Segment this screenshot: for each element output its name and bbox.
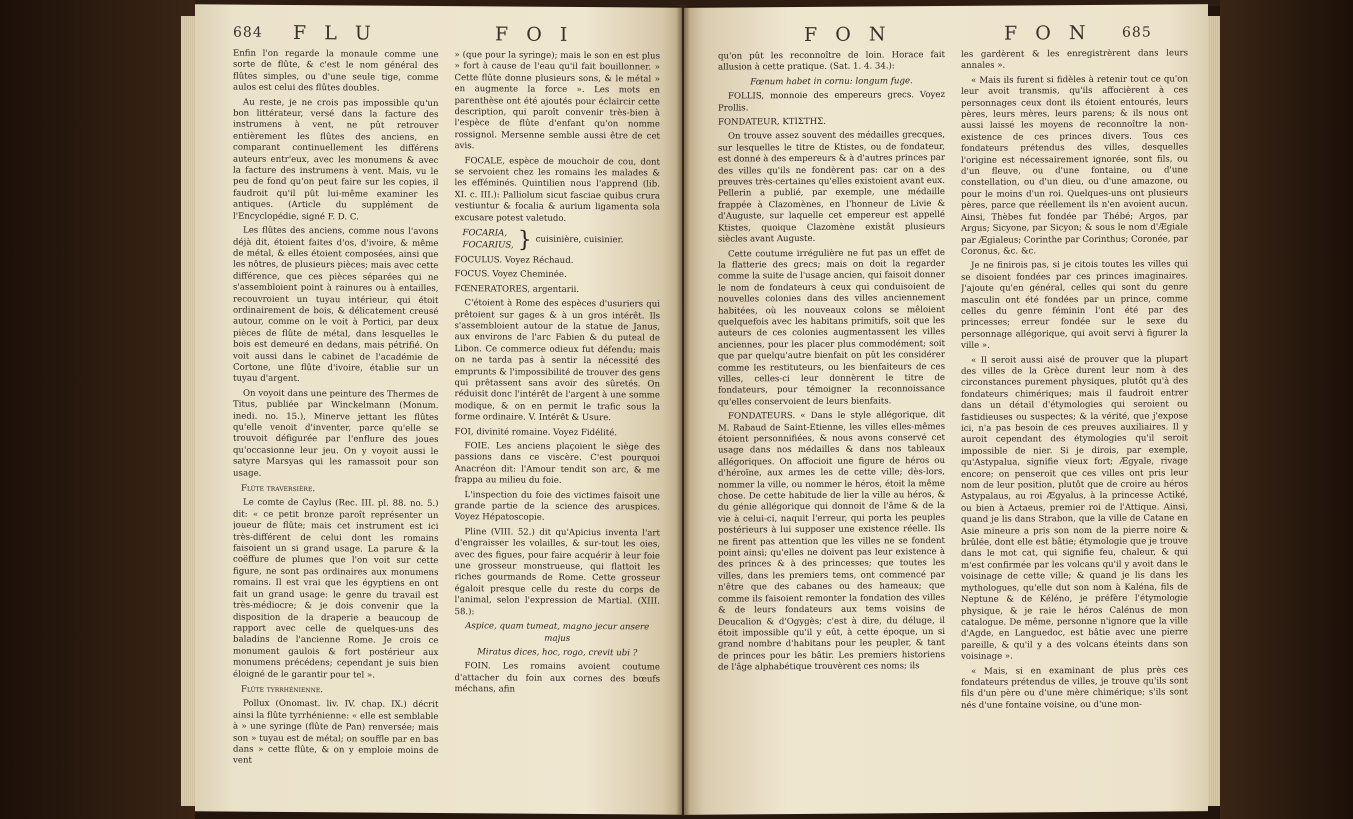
entry-paragraph: Je ne finirois pas, si je citois toutes les villes qui se disoient fondées par ces princes imaginaires. J'ajoute qu'en général, celles qui sont du genre masculin ont été fondées par un prince, comme celles du genre féminin l'ont été par des princesses; erreur fondée sur le sexe du personnage allégorique, qui avoit servi à figurer la ville ». xyxy=(961,259,1188,352)
book-gutter xyxy=(676,4,690,816)
right-column-1 xyxy=(718,50,945,812)
right-center-head: F O N xyxy=(804,23,892,46)
entry-paragraph: On voyoit dans une peinture des Thermes de Titus, publiée par Winckelmann (Monum. inedi. no. 15.), Minerve jettant les flûtes qu'elle venoit d'inventer, parce qu'elle se trouvoit défigurée par l'enflure des joues qu'occasionne leur jeu. On y voyoit aussi le satyre Marsyas qui les ramassoit pour son usage. xyxy=(233,388,439,479)
entry-paragraph: FOLLIS, monnoie des empereurs grecs. Voyez Prollis. xyxy=(718,90,945,114)
brace-term: FOCARIA, xyxy=(462,228,508,239)
entry-paragraph: Le comte de Caylus (Rec. III. pl. 88. no. 5.) dit: « ce petit bronze paroît représenter un joueur de flûte; mais cet instrument est ici très-différent de celui dont les romains faisoient un si grand usage. La parure & la coëffure de plumes que l'on voit sur cette figure, ne sont pas ordinaires aux monumens romains. Il est vrai que les égyptiens en ont fait un grand usage: le genre du travail est très-médiocre; & je dois convenir que la disposition de la draperie a beaucoup de rapport avec celle de quelques-uns des baladins de l'ancienne Rome. Je crois ce monument gaulois & fort postérieur aux monumens précédens; cependant je suis bien éloigné de le garantir pour tel ». xyxy=(233,498,439,681)
entry-paragraph: « Mais, si en examinant de plus près ces fondateurs prétendus de villes, je trouve qu'ils sont fils d'un père ou d'une mère chimérique; s'ils sont nés d'une fontaine voisine, ou d'une mon- xyxy=(961,664,1188,711)
brace-entry xyxy=(463,228,661,252)
right-page xyxy=(684,4,1208,815)
verse-quote: Fœnum habet in cornu: longum fuge. xyxy=(750,76,913,88)
right-running-head xyxy=(684,18,1208,52)
entry-paragraph: Pollux (Onomast. liv. IV. chap. IX.) décrit ainsi la flûte tyrrhénienne: « elle est semblable à » une syringe (flûte de Pan) renversée; mais son » tuyau est de métal; on souffle par en bas dans » cette flûte, & on y emploie moins de vent xyxy=(233,698,439,767)
entry-paragraph: » (que pour la syringe); mais le son en est plus » fort à cause de l'eau qu'il fait bouillonner. » Cette flûte donne plusieurs sons, & le métal » en augmente la force ». Les mots en parenthèse ont été ajoutés pour éclaircir cette description, qui paroît convenir très-bien à l'espèce de flûte d'enfant qu'on nomme rossignol. Mersenne semble aussi être de cet avis. xyxy=(454,50,660,152)
page-edges-right xyxy=(1206,16,1220,806)
entry-paragraph: C'étoient à Rome des espèces d'usuriers qui prêtoient sur gages & à un gros intérêt. Ils s'assembloient autour de la statue de Janus, aux environs de l'arc Fabien & du puteal de Libon. Ce commerce odieux fut défendu; mais on ne tarda pas à sentir la nécessité des emprunts & l'impossibilité de trouver des gens qui prêtassent sans avoir des sûretés. On réduisit donc l'intérêt de l'argent à une somme modique, & on en permit le trafic sous la forme ordinaire. V. Intérêt & Usure. xyxy=(454,298,660,424)
brace-meaning: cuisinière, cuisinier. xyxy=(535,234,624,246)
entry-paragraph: Les flûtes des anciens, comme nous l'avons déjà dit, étoient faites d'os, d'ivoire, & même de métal, & elles étoient composées, ainsi que les nôtres, de plusieurs pièces; mais avec cette différence, que ces pièces séparées qui ne s'assembloient point à rainures ou à entailles, recouvroient un tuyau intérieur, qui étoit ordinairement de bois, & délicatement creusé autour, comme on le voit à Portici, par deux pièces de flûte de métal, dans lesquelles le bois est demeuré en dedans, mais pétrifié. On voit aussi dans le cabinet de l'académie de Cortone, une flûte d'ivoire, établie sur un tuyau d'argent. xyxy=(233,225,439,385)
entry-paragraph: FONDATEURS. « Dans le style allégorique, dit M. Rabaud de Saint-Etienne, les villes elles-mêmes étoient personnifiées, & nous avons conservé cet usage dans nos médailles & dans nos tableaux allégoriques. On affocioit une figure de héros ou d'héroïne, aux armes les de cette ville; dès-lors, nommer la ville, ou nommer le héros, étoit la même chose. De cette habitude de lier la ville au héros, & du génie allégorique qui donnoit de l'âme & de la vie à celui-ci, naquit l'erreur, qui porta les peuples postérieurs à lui supposer une existence réelle. Ils ne firent pas attention que les villes ne se fondent point ainsi; qu'elles ne doivent pas leur existence à des princes & à des princesses; que toutes les villes, dans les premiers tems, ont commencé par n'être que des cabanes ou des hameaux; que comme ils faisoient remonter la fondation des villes & de leurs fondateurs aux tems voisins de Deucalion & d'Ogygès; c'est à dire, du déluge, il étoit impossible qu'il y eût, à cette époque, un si grand nombre d'habitans pour les peupler, & tant de princes pour les bâtir. Les premiers historiens de l'âge alphabétique trouvèrent ces noms; ils xyxy=(718,410,945,673)
entry-paragraph: Cette coutume irrégulière ne fut pas un effet de la flatterie des grecs; mais on doit la regarder comme la suite de l'usage ancien, qui faisoit donner le nom de fondateurs à ceux qui conduisoient de nouvelles colonies dans des villes anciennement habitées, où les nouveaux colons se mêloient quelquefois avec les habitans primitifs, soit que les auteurs de ces colonies augmentassent les villes anciennes, pour les placer plus commodément; soit que par quelqu'autre bienfait on pût les considérer comme les restituteurs, ou les bienfaiteurs de ces villes, celles-ci leur donnèrent le titre de fondateurs, pour témoigner la reconnoissance qu'elles conservoient de leurs bienfaits. xyxy=(718,247,945,408)
entry-paragraph: Enfin l'on regarde la monaule comme une sorte de flûte, & c'est le nom général des flûtes simples, ou d'une seule tige, comme aulos est celui des flûtes doubles. xyxy=(233,48,439,94)
left-page xyxy=(195,4,682,814)
left-page-number: 684 xyxy=(233,24,263,41)
background-left xyxy=(0,0,195,819)
entry-paragraph: les gardèrent & les enregistrèrent dans leurs annales ». xyxy=(961,48,1188,72)
entry-paragraph: FOIN. Les romains avoient coutume d'attacher du foin aux cornes des bœufs méchans, afin xyxy=(454,661,660,695)
right-head-word: F O N xyxy=(1004,21,1092,45)
entry-paragraph: FOCUS. Voyez Cheminée. xyxy=(454,269,567,281)
verse-quote: Aspice, quam tumeat, magno jecur ansere majus xyxy=(465,621,650,644)
entry-paragraph: « Il seroit aussi aisé de prouver que la plupart des villes de la Grèce durent leur nom à des circonstances purement physiques, plutôt qu'à des fondateurs chimériques; mais il faudroit entrer dans un détail d'étymologies qui seroient ou fastidieuses ou suspectes; & la vérité, que j'expose ici, n'a pas besoin de ces preuves auxiliaires. Il y auroit cependant des étymologies qu'il seroit impossible de nier. Si je dirois, par exemple, qu'Astypalua, signifie vieux fort; Ægyale, rivage encore; on penseroit que ces villes ont pris leur nom de leur position, plutôt que de croire au héros Astypalaus, au roi Ægyalus, à la princesse Actiké, ou bien à Actaeus, premier roi de l'Attique. Ainsi, quand je lis dans Strabon, que la ville de Catane en Asie mineure a pris son nom de la pierre noire & brûlée, dont elle est bâtie; étymologie que je trouve dans le mot cat, qui signifie feu, chaleur, & qui m'est confirmée par les volcans qu'il y avoit dans le voisinage de cette ville; & quand je lis dans les mythologues, qu'elle dut son nom à Kaléna, fils de Neptune & de Kéléno, je préfère l'étymologie physique, & je raie le héros Calénus de mon catalogue. De même, personne n'ignore que la ville d'Agde, en Languedoc, est bâtie avec une pierre pareille, & qu'il y a des volcans éteints dans son voisinage ». xyxy=(961,353,1188,663)
entry-paragraph: qu'on pût les reconnoître de loin. Horace fait allusion à cette pratique. (Sat. 1. 4. 34.): xyxy=(718,50,945,73)
entry-paragraph: FOIE. Les anciens plaçoient le siège des passions dans ce viscère. C'est pourquoi Anacréon dit: l'Amour tendit son arc, & me frappa au milieu du foie. xyxy=(454,441,660,487)
left-running-head xyxy=(195,18,682,51)
entry-paragraph: L'inspection du foie des victimes faisoit une grande partie de la science des aruspices. Voyez Hépatoscopie. xyxy=(454,489,660,524)
brace-term: FOCARIUS, xyxy=(462,239,514,251)
left-column-1 xyxy=(233,49,439,810)
right-page-number: 685 xyxy=(1122,24,1152,41)
entry-paragraph: FŒNERATORES, argentarii. xyxy=(454,283,580,295)
entry-paragraph: « Mais ils furent si fidèles à retenir tout ce qu'on leur avoit transmis, qu'ils affocièrent à ces personnages ceux dont ils étoient entourés, leurs pères, leurs mères, leurs parens; & ils nous ont aussi laissé les moyens de reconnoître la non-existence de ces princes divers. Tous ces fondateurs prétendus des villes, desquelles l'origine est nécessairement ignorée, sont fils, ou d'un fleuve, ou d'une fontaine, ou d'une constellation, ou d'un dieu, ou d'une amazone, ou pour le moins d'un roi. Quelques-uns ont plusieurs pères, parce que réellement ils n'en avoient aucun. Ainsi, Thèbes fut fondée par Thébé; Argos, par Argus; Sicyone, par Sicyon; & sous le nom d'Ægiale par Ægialeus; Corinthe par Corinthus; Coronée, par Coronus, &c. &c. xyxy=(961,74,1188,257)
entry-paragraph: Pline (VIII. 52.) dit qu'Apicius inventa l'art d'engraisser les volailles, & sur-tout les oies, avec des figues, pour faire acquérir à leur foie une grosseur monstrueuse, qui flattoit les riches gourmands de Rome. Cette grosseur égaloit presque celle du reste du corps de l'animal, selon l'expression de Martial. (XIII. 58.): xyxy=(454,527,660,617)
right-column-2 xyxy=(961,48,1188,810)
entry-paragraph: FOCULUS. Voyez Réchaud. xyxy=(454,255,574,266)
left-center-head: F O I xyxy=(495,23,574,46)
section-heading: Flûte tyrrhénienne. xyxy=(241,684,324,696)
section-heading: Flûte traversière. xyxy=(241,483,316,495)
left-head-word: F L U xyxy=(293,21,377,45)
entry-paragraph: FOCALE, espèce de mouchoir de cou, dont se servoient chez les romains les malades & les efféminés. Quintilien nous l'apprend (lib. XI. c. III.): Palliolum sicut fasciae quibus crura vestiuntur & focalia & aurium ligamenta sola excusare potest valetudo. xyxy=(454,155,660,224)
entry-paragraph: On trouve assez souvent des médailles grecques, sur lesquelles le titre de Ktistes, ou de fondateur, est donné à des empereurs & à d'autres princes par des villes qu'ils ne fondèrent pas: car on a des preuves très-certaines qu'elles existoient avant eux. Pellerin a publié, par exemple, une médaille frappée à Clazomènes, en l'honneur de Livie & d'Auguste, sur laquelle cet empereur est appellé Ktistes, quoique Clazomène existât plusieurs siècles avant Auguste. xyxy=(718,130,945,245)
brace-terms xyxy=(463,228,514,251)
entry-paragraph: Au reste, je ne crois pas impossible qu'un bon littérateur, versé dans la facture des instrumens à vent, ne pût retrouver entièrement les flûtes des anciens, en comparant continuellement les différens auteurs entr'eux, avec les monumens & avec la facture des instrumens à vent. Mais, vu le peu de fond qu'on peut faire sur les copies, il faudroit qu'il pût lui-même examiner les antiques. (Article du supplément de l'Encyclopédie, signé F. D. C. xyxy=(233,97,439,223)
left-column-2 xyxy=(455,50,661,811)
background-right xyxy=(1220,0,1353,819)
right-columns xyxy=(718,48,1188,811)
entry-paragraph: FOI, divinité romaine. Voyez Fidélité. xyxy=(454,426,618,438)
verse-quote: Miratus dices, hoc, rogo, crevit ubi ? xyxy=(477,647,638,659)
brace-glyph: } xyxy=(517,227,532,253)
left-columns xyxy=(233,49,660,812)
entry-paragraph: FONDATEUR, ΚΤΙΣΤΗΣ. xyxy=(718,116,826,128)
